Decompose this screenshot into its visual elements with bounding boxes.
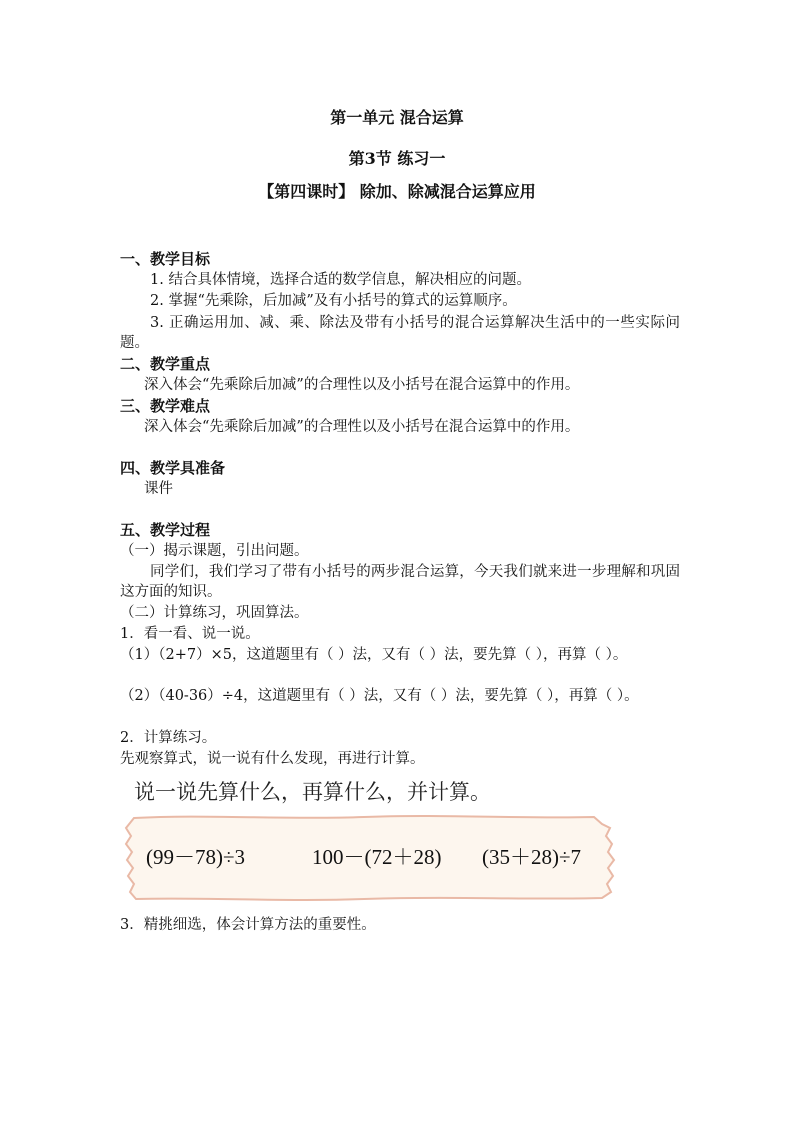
exercise-instruction: 说一说先算什么，再算什么，并计算。 — [134, 780, 491, 804]
process-item2-text: 先观察算式，说一说有什么发现，再进行计算。 — [120, 751, 425, 767]
process-step1-title: （一）揭示课题，引出问题。 — [120, 543, 309, 559]
key-points-heading: 二、教学重点 — [120, 355, 211, 373]
process-item2-title: 2．计算练习。 — [120, 730, 217, 746]
expression-3: (35＋28)÷7 — [482, 845, 582, 869]
unit-title: 第一单元 混合运算 — [330, 108, 464, 127]
process-heading: 五、教学过程 — [120, 521, 211, 539]
objective-item-1: 1. 结合具体情境，选择合适的数学信息，解决相应的问题。 — [150, 272, 531, 288]
difficulties-heading: 三、教学难点 — [120, 397, 211, 415]
expression-2: 100－(72＋28) — [312, 845, 442, 869]
key-points-text: 深入体会“先乘除后加减”的合理性以及小括号在混合运算中的作用。 — [144, 377, 580, 393]
materials-text: 课件 — [144, 481, 173, 497]
process-question-2: （2）（40-36）÷4，这道题里有（ ）法，又有（ ）法，要先算（ ），再算（ ）。 — [120, 688, 639, 704]
lesson-title: 【第四课时】 除加、除减混合运算应用 — [258, 182, 536, 201]
objective-item-3: 3. 正确运用加、减、乘、除法及带有小括号的混合运算解决生活中的一些实际问题。 — [120, 315, 680, 351]
process-step2-title: （二）计算练习，巩固算法。 — [120, 605, 309, 621]
expression-1: (99－78)÷3 — [146, 845, 246, 869]
materials-heading: 四、教学具准备 — [120, 459, 226, 477]
difficulties-text: 深入体会“先乘除后加减”的合理性以及小括号在混合运算中的作用。 — [144, 419, 580, 435]
process-question-1: （1）（2+7）×5，这道题里有（ ）法，又有（ ）法，要先算（ ），再算（ ）。 — [120, 647, 628, 663]
process-step1-text: 同学们，我们学习了带有小括号的两步混合运算，今天我们就来进一步理解和巩固这方面的知识。 — [120, 564, 680, 600]
process-item3-title: 3．精挑细选，体会计算方法的重要性。 — [120, 917, 376, 933]
objective-item-2: 2. 掌握“先乘除，后加减”及有小括号的算式的运算顺序。 — [150, 293, 517, 309]
section-title: 第3节 练习一 — [348, 149, 446, 168]
exercise-figure — [120, 776, 620, 906]
objectives-heading: 一、教学目标 — [120, 250, 211, 268]
process-item1-title: 1．看一看、说一说。 — [120, 626, 260, 642]
